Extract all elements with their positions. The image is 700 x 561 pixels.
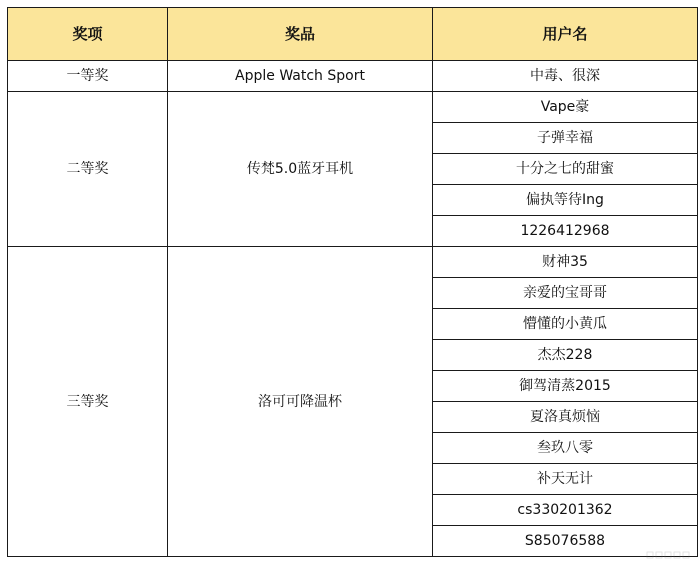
winner-username: 十分之七的甜蜜 [433, 154, 698, 185]
header-row [8, 8, 698, 61]
prize-name-first: Apple Watch Sport [168, 61, 433, 92]
prize-name-second: 传梵5.0蓝牙耳机 [168, 92, 433, 247]
winner-username: 1226412968 [433, 216, 698, 247]
winner-username: 补天无计 [433, 464, 698, 495]
winner-username: 财神35 [433, 247, 698, 278]
prize-level-first: 一等奖 [8, 61, 168, 92]
winner-username: 亲爱的宝哥哥 [433, 278, 698, 309]
prize-winners-table [7, 7, 698, 557]
winner-username: cs330201362 [433, 495, 698, 526]
winner-username: 杰杰228 [433, 340, 698, 371]
winner-username: 子弹幸福 [433, 123, 698, 154]
prize-name-third: 洛可可降温杯 [168, 247, 433, 557]
winner-username: S85076588 [433, 526, 698, 557]
winner-username: 懵懂的小黄瓜 [433, 309, 698, 340]
watermark-logo [646, 551, 694, 559]
table-row [8, 247, 698, 278]
header-prize-level: 奖项 [8, 8, 168, 61]
table-row [8, 61, 698, 92]
winner-username: 夏洛真烦恼 [433, 402, 698, 433]
prize-level-second: 二等奖 [8, 92, 168, 247]
winner-username: 叁玖八零 [433, 433, 698, 464]
header-prize: 奖品 [168, 8, 433, 61]
winner-username: 偏执等待Ing [433, 185, 698, 216]
table-row [8, 92, 698, 123]
prize-level-third: 三等奖 [8, 247, 168, 557]
header-username: 用户名 [433, 8, 698, 61]
winner-username: 御驾清蒸2015 [433, 371, 698, 402]
winner-username: Vape豪 [433, 92, 698, 123]
winner-username: 中毒、很深 [433, 61, 698, 92]
